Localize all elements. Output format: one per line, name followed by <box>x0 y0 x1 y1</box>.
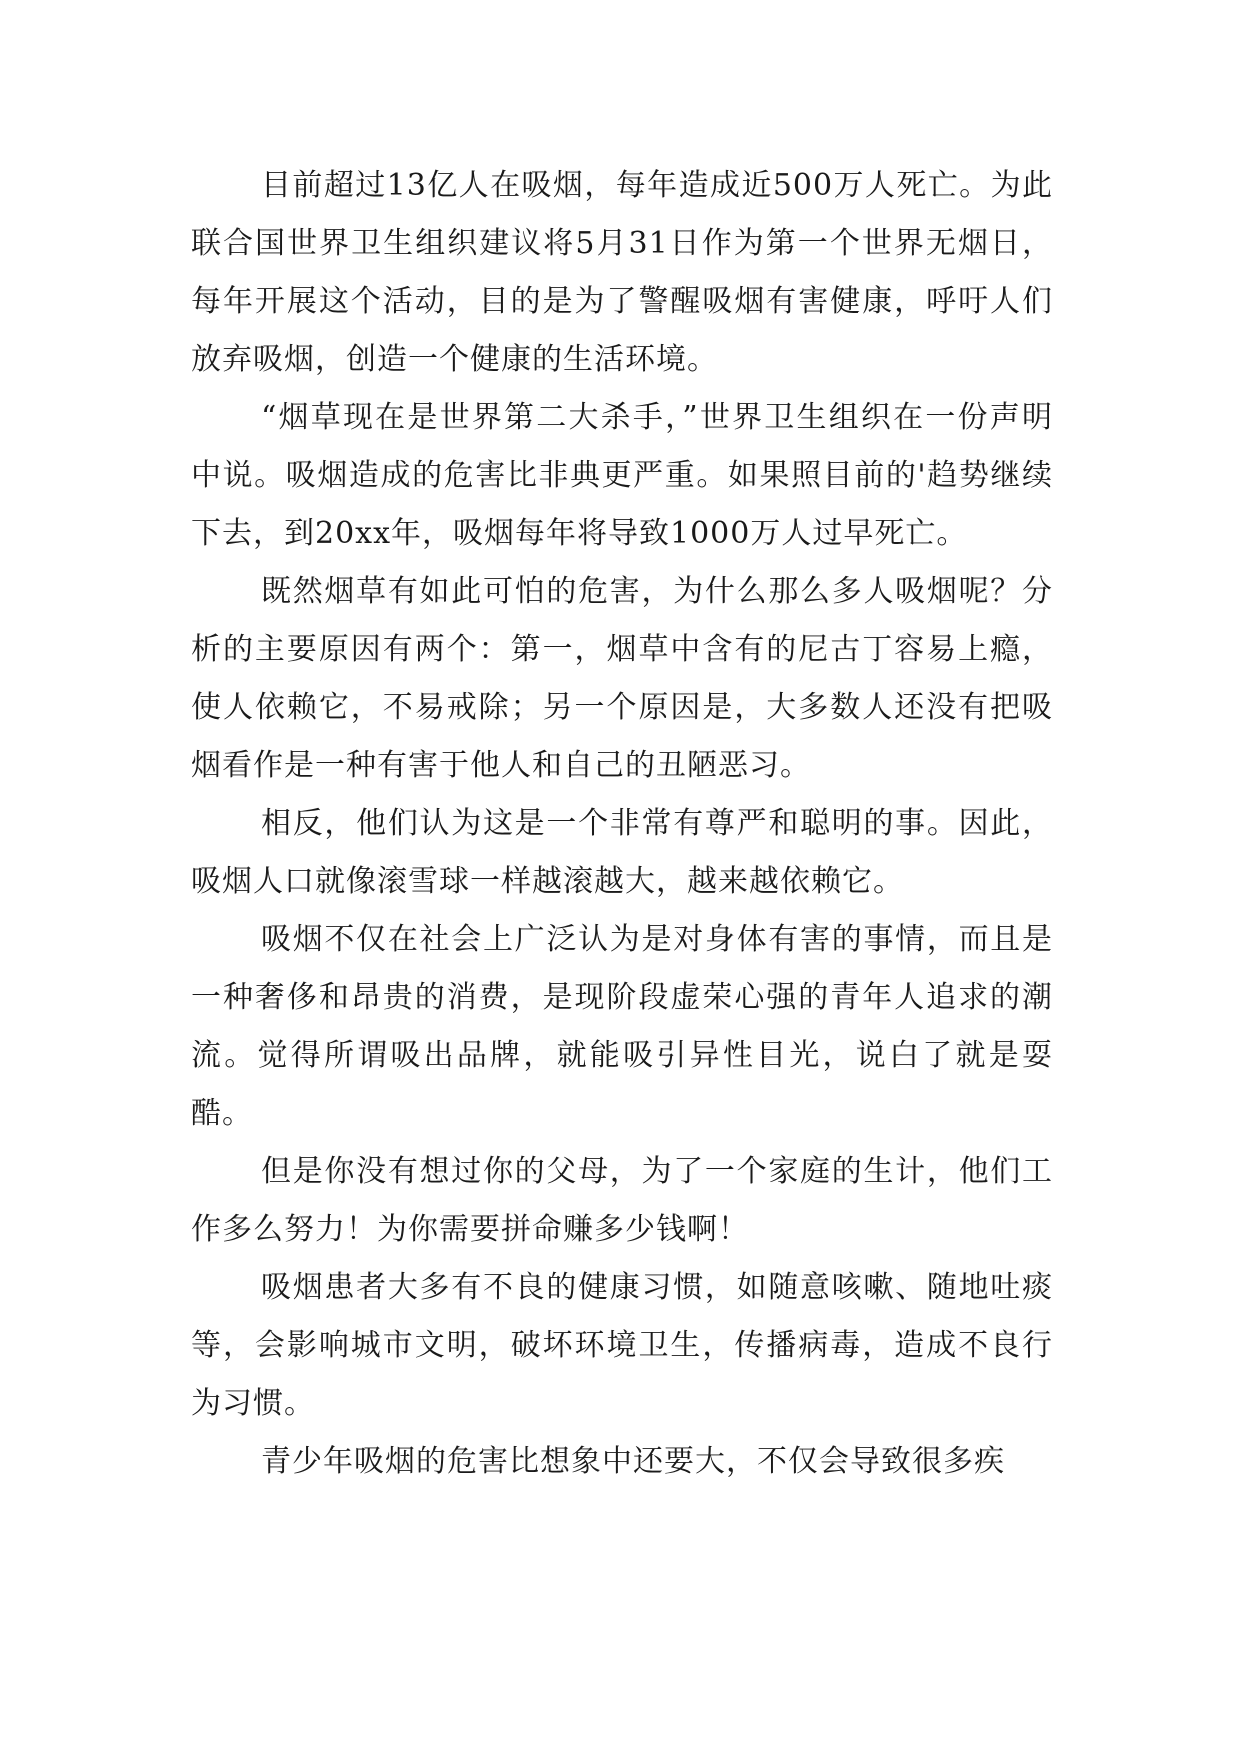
paragraph: 但是你没有想过你的父母，为了一个家庭的生计，他们工作多么努力！为你需要拼命赚多少钱啊！ <box>191 1154 1053 1247</box>
paragraph: “烟草现在是世界第二大杀手，”世界卫生组织在一份声明中说。吸烟造成的危害比非典更严重。如果照目前的'趋势继续下去，到20xx年，吸烟每年将导致1000万人过早死亡。 <box>191 400 1053 551</box>
paragraph: 目前超过13亿人在吸烟，每年造成近500万人死亡。为此联合国世界卫生组织建议将5月31日作为第一个世界无烟日，每年开展这个活动，目的是为了警醒吸烟有害健康，呼吁人们放弃吸烟，创造一个健康的生活环境。 <box>191 168 1053 377</box>
paragraph: 既然烟草有如此可怕的危害，为什么那么多人吸烟呢？分析的主要原因有两个：第一，烟草中含有的尼古丁容易上瘾，使人依赖它，不易戒除；另一个原因是，大多数人还没有把吸烟看作是一种有害于他人和自己的丑陋恶习。 <box>191 574 1053 783</box>
paragraph: 相反，他们认为这是一个非常有尊严和聪明的事。因此，吸烟人口就像滚雪球一样越滚越大，越来越依赖它。 <box>191 806 1053 899</box>
paragraph: 吸烟不仅在社会上广泛认为是对身体有害的事情，而且是一种奢侈和昂贵的消费，是现阶段虚荣心强的青年人追求的潮流。觉得所谓吸出品牌，就能吸引异性目光，说白了就是耍酷。 <box>191 922 1053 1131</box>
paragraph: 吸烟患者大多有不良的健康习惯，如随意咳嗽、随地吐痰等，会影响城市文明，破坏环境卫生，传播病毒，造成不良行为习惯。 <box>191 1270 1053 1421</box>
document-body <box>191 157 1053 1491</box>
paragraph: 青少年吸烟的危害比想象中还要大，不仅会导致很多疾 <box>261 1444 1005 1479</box>
